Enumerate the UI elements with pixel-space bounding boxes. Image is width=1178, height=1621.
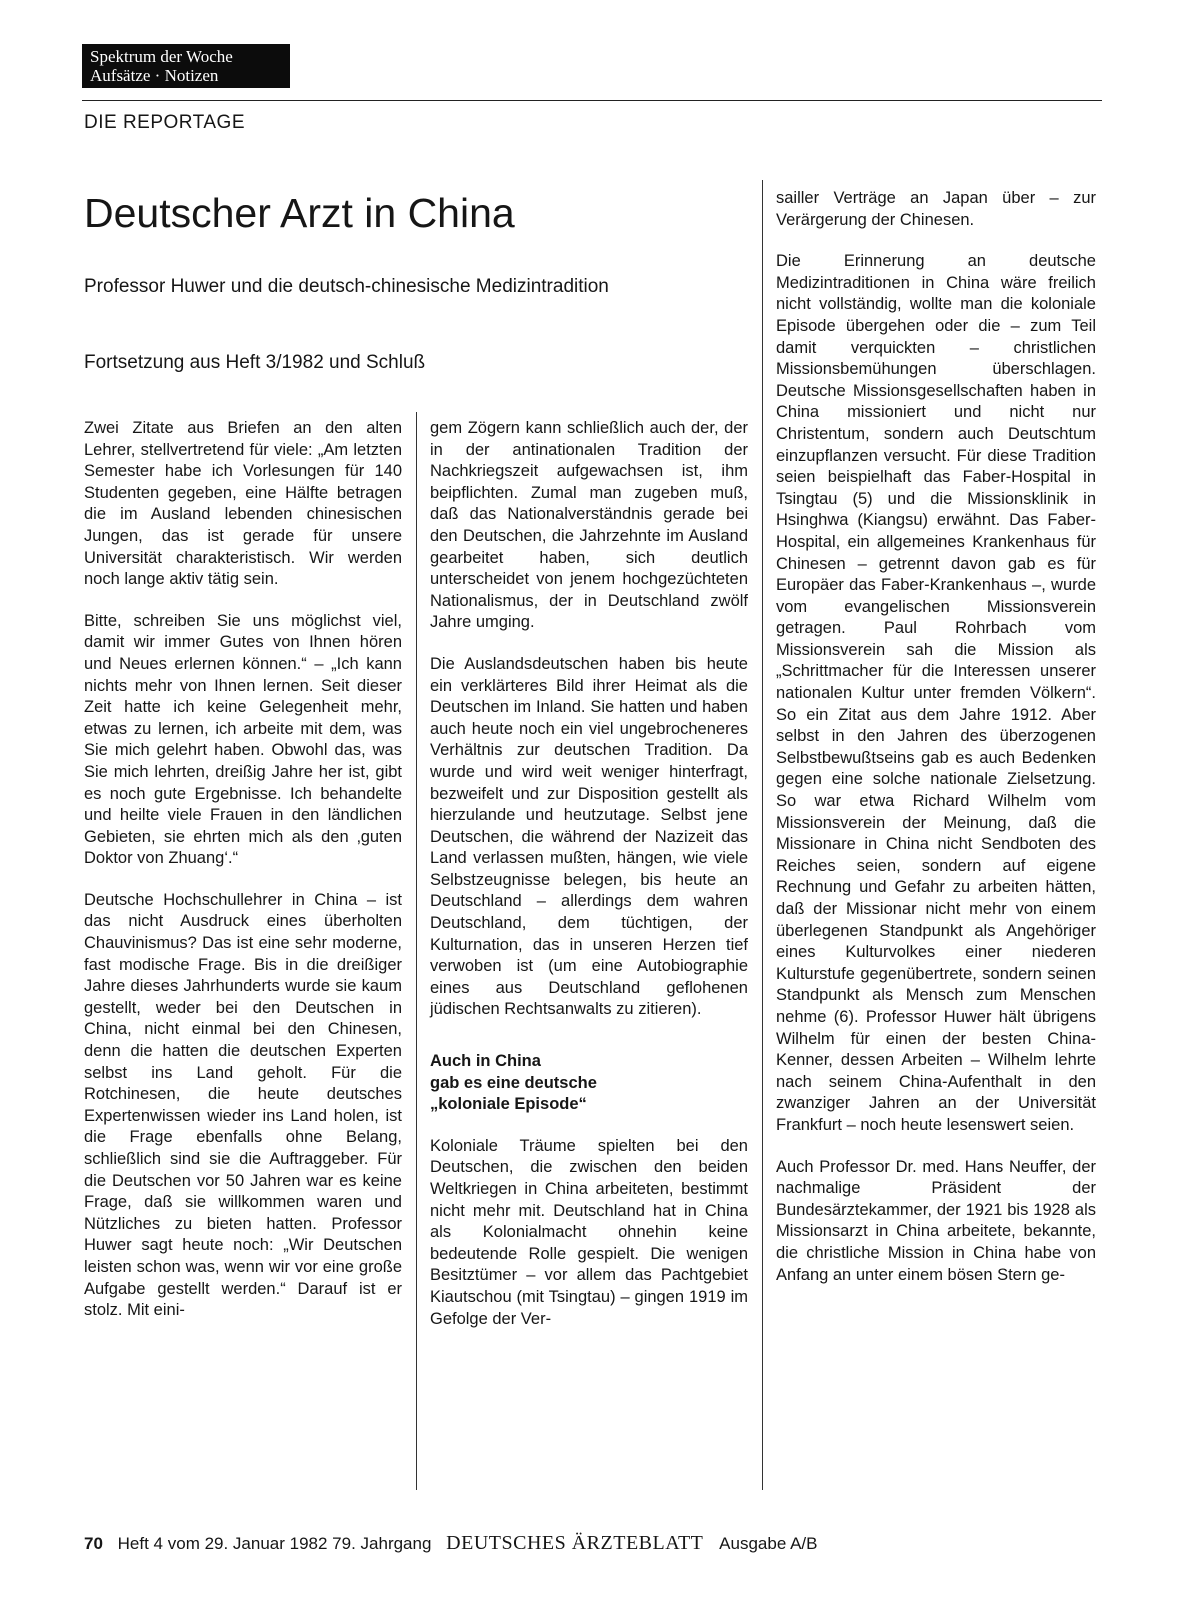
badge-line-1: Spektrum der Woche [90,47,233,66]
text-column-3 [776,188,1096,1306]
section-badge [82,44,290,88]
paragraph: sailler Verträge an Japan über – zur Verärgerung der Chinesen. [776,189,1096,229]
column-divider-1 [416,412,417,1490]
paragraph: Deutsche Hochschullehrer in China – ist das nicht Ausdruck eines überholten Chauvinismus? Das ist eine sehr moderne, fast modische Frage. Bis in die dreißiger Jahre dieses Jahrhunderts wurde sie kaum gestellt, weder bei den Deutschen in China, nicht einmal bei den Chinesen, denn die hatten die deutschen Experten selbst ins Land geholt. Für die Rotchinesen, die heute deutsches Expertenwissen wieder ins Land holen, ist die Frage ebenfalls ohne Belang, schließlich sind sie die Auftraggeber. Für die Deutschen vor 50 Jahren war es keine Frage, daß sie willkommen waren und Nützliches zu bieten hatten. Professor Huwer sagt heute noch: „Wir Deutschen leisten schon was, wenn wir vor eine große Aufgabe gestellt werden.“ Darauf ist er stolz. Mit eini- [84,890,402,1320]
subheading [430,1051,748,1116]
text-column-1 [84,418,402,1342]
edition-label: Ausgabe A/B [719,1534,818,1553]
subheading-line-2: gab es eine deutsche [430,1073,597,1092]
column-divider-2 [762,180,763,1490]
subheading-line-3: „koloniale Episode“ [430,1095,587,1114]
page-footer [84,1532,817,1555]
article-title: Deutscher Arzt in China [84,190,515,236]
paragraph: Bitte, schreiben Sie uns möglichst viel, damit wir immer Gutes von Ihnen hören und Neues erlernen können.“ – „Ich kann nichts mehr von Ihnen lernen. Seit dieser Zeit hatte ich keine Gelegenheit mehr, etwas zu lernen, ich arbeite mit dem, was Sie mich gelehrt haben. Obwohl das, was Sie mich lehrten, dreißig Jahre her ist, gibt es noch gute Ergebnisse. Ich behandelte und heilte viele Frauen in den ländlichen Gebieten, sie ehrten mich als den ‚guten Doktor von Zhuang‘.“ [84,611,402,868]
header-rule [82,100,1102,101]
section-label: DIE REPORTAGE [84,112,245,133]
text-column-2 [430,418,748,1350]
paragraph: Auch Professor Dr. med. Hans Neuffer, der nachmalige Präsident der Bundesärztekammer, der 1921 bis 1928 als Missionsarzt in China arbeitete, bekannte, die christliche Mission in China habe von Anfang an unter einem bösen Stern ge- [776,1157,1096,1284]
paragraph: Die Auslandsdeutschen haben bis heute ein verklärteres Bild ihrer Heimat als die Deutschen im Inland. Sie hatten und haben auch heute noch ein viel ungebrocheneres Verhältnis zur deutschen Tradition. Da wurde und wird weit weniger hinterfragt, bezweifelt und zur Disposition gestellt als hierzulande und heutzutage. Selbst jene Deutschen, die während der Nazizeit das Land verlassen mußten, hängen, wie viele Selbstzeugnisse belegen, bis heute an Deutschland – allerdings dem wahren Deutschland, dem tüchtigen, der Kulturnation, das in unseren Herzen tief verwoben ist (um eine Autobiographie eines aus Deutschland geflohenen jüdischen Rechtsanwalts zu zitieren). [430,654,748,1019]
paragraph: Zwei Zitate aus Briefen an den alten Lehrer, stellvertretend für viele: „Am letzten Semester habe ich Vorlesungen für 140 Studenten gegeben, eine Hälfte betragen die im Ausland lebenden chinesischen Jungen, das ist gerade für unsere Universität charakteristisch. Wir werden noch lange aktiv tätig sein. [84,419,402,589]
continuation-note: Fortsetzung aus Heft 3/1982 und Schluß [84,352,426,373]
issue-info: Heft 4 vom 29. Januar 1982 79. Jahrgang [117,1534,432,1553]
badge-line-2: Aufsätze · Notizen [90,66,219,85]
journal-name: DEUTSCHES ÄRZTEBLATT [446,1532,704,1554]
page-number: 70 [84,1534,103,1553]
paragraph: Koloniale Träume spielten bei den Deutschen, die zwischen den beiden Weltkriegen in China arbeiteten, bestimmt nicht mehr mit. Deutschland hat in China als Kolonialmacht ohnehin keine bedeutende Rolle gespielt. Die wenigen Besitztümer – vor allem das Pachtgebiet Kiautschou (mit Tsingtau) – gingen 1919 im Gefolge der Ver- [430,1136,748,1328]
subheading-line-1: Auch in China [430,1052,541,1071]
paragraph: Die Erinnerung an deutsche Medizintraditionen in China wäre freilich nicht vollständig, wollte man die koloniale Episode übergehen oder die – zum Teil damit verquickten – christlichen Missionsbemühungen überschlagen. Deutsche Missionsgesellschaften haben in China missioniert und nicht nur Christentum, sondern auch Deutschtum einzupflanzen versucht. Für diese Tradition seien beispielhaft das Faber-Hospital in Tsingtau (5) und die Missionsklinik in Hsinghwa (Kiangsu) erwähnt. Das Faber-Hospital, ein allgemeines Krankenhaus für Chinesen – getrennt davon gab es für Europäer das Faber-Krankenhaus –, wurde vom evangelischen Missionsverein getragen. Paul Rohrbach vom Missionsverein sah die Mission als „Schrittmacher für die Interessen unserer nationalen Kultur unter fremden Völkern“. So ein Zitat aus dem Jahre 1912. Aber selbst in den Jahren des überzogenen Selbstbewußtseins gab es auch Bedenken gegen eine solche nationale Zielsetzung. So war etwa Richard Wilhelm vom Missionsverein der Meinung, daß die Missionare in China nicht Sendboten des Reiches seien, sondern auf eigene Rechnung und Gefahr zu arbeiten hätten, daß der Missionar nicht mehr von einem überlegenen Standpunkt als Angehöriger eines Kulturvolkes einer niederen Kulturstufe gegenübertrete, sondern seinen Standpunkt als Mensch zum Menschen nehme (6). Professor Huwer hält übrigens Wilhelm für einen der besten China-Kenner, dessen Arbeiten – Wilhelm lehrte nach seinem China-Aufenthalt in den zwanziger Jahren an der Universität Frankfurt – noch heute lesenswert seien. [776,252,1096,1134]
paragraph: gem Zögern kann schließlich auch der, der in der antinationalen Tradition der Nachkriegszeit aufgewachsen ist, ihm beipflichten. Zumal man zugeben muß, daß das Nationalverständnis gerade bei den Deutschen, die Jahrzehnte im Ausland gearbeitet haben, sich deutlich unterscheidet von jenem hochgezüchteten Nationalismus, der in Deutschland zwölf Jahre umging. [430,419,748,632]
article-subtitle: Professor Huwer und die deutsch-chinesische Medizintradition [84,276,609,297]
